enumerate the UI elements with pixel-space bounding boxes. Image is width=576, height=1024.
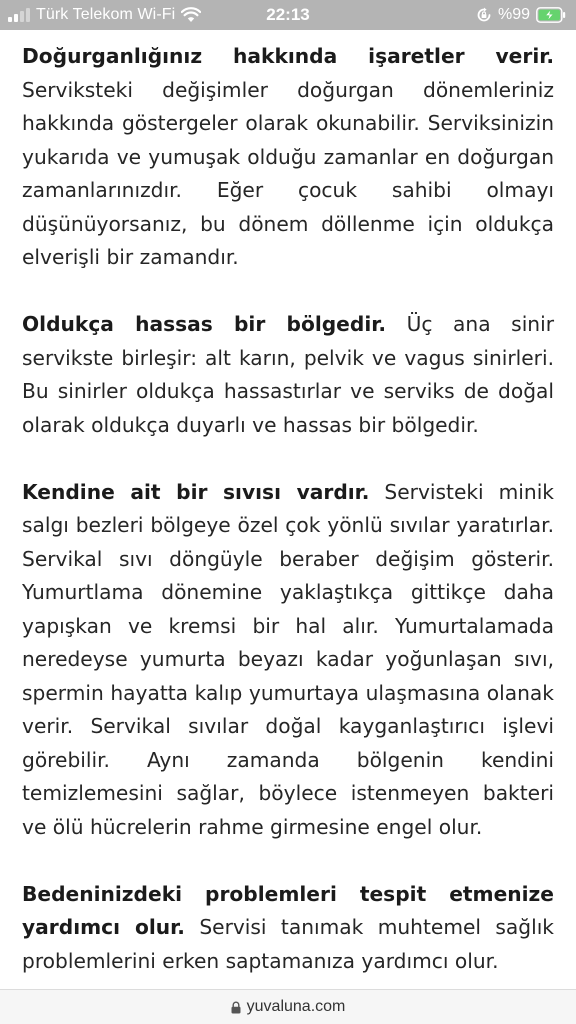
battery-charging-icon [536, 7, 566, 23]
url-bar[interactable] [0, 989, 576, 1024]
paragraph-lead: Doğurganlığınız hakkında işaretler verir. [22, 44, 554, 68]
paragraph-body: Servisteki minik salgı bezleri bölgeye özel çok yönlü sıvılar yaratırlar. Servikal sıvı döngüyle beraber değişim gösterir. Yumurtlama dönemine yaklaştıkça gittikçe daha yapışkan ve kremsi bir hal alır. Yumurtalamada neredeyse yumurta beyazı kadar yoğunlaşan sıvı, spermin hayatta kalıp yumurtaya ulaşmasına olanak verir. Servikal sıvılar doğal kayganlaştırıcı işlevi görebilir. Aynı zamanda bölgenin kendini temizlemesini sağlar, böylece istenmeyen bakteri ve ölü hücrelerin rahme girmesine engel olur. [22, 479, 555, 839]
paragraph-body: Serviksteki değişimler doğurgan dönemleriniz hakkında göstergeler olarak okunabilir. Serviksinizin yukarıda ve yumuşak olduğu zamanlar en doğurgan zamanlarınızdır. Eğer çocuk sahibi olmayı düşünüyorsanız, bu dönem döllenme için oldukça elverişli bir zamandır. [22, 77, 554, 269]
paragraph-sensitive [22, 308, 554, 442]
paragraph-fluid [22, 476, 554, 845]
paragraph-problems [22, 878, 554, 979]
paragraph-body: Üç ana sinir servikste birleşir: alt karın, pelvik ve vagus sinirleri. Bu sinirler oldukça hassastırlar ve serviks de doğal olarak oldukça duyarlı ve hassas bir bölgedir. [22, 312, 555, 437]
status-right [476, 5, 566, 25]
carrier-name: Türk Telekom Wi-Fi [36, 6, 176, 23]
paragraph-body: Servisi tanımak muhtemel sağlık problemlerini erken saptamanıza yardımcı olur. [22, 915, 555, 973]
paragraph-lead: Oldukça hassas bir bölgedir. [22, 312, 386, 336]
paragraph-lead: Bedeninizdeki problemleri tespit etmenize yardımcı olur. [22, 881, 554, 939]
status-time: 22:13 [266, 5, 310, 24]
paragraph-lead: Kendine ait bir sıvısı vardır. [22, 479, 370, 504]
url-domain[interactable]: yuvaluna.com [246, 998, 346, 1015]
lock-icon [231, 1001, 241, 1014]
status-bar [0, 0, 576, 30]
paragraph-fertility [22, 40, 554, 275]
article-content [22, 40, 554, 1012]
rotation-lock-icon [476, 7, 492, 23]
battery-percent: %99 [497, 6, 530, 23]
